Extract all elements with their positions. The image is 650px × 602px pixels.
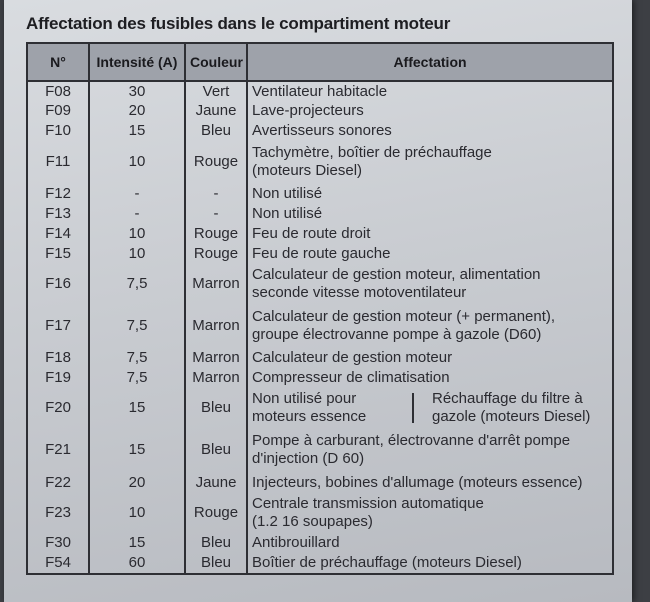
fuse-assignment: [247, 388, 613, 428]
fuse-assignment: Avertisseurs sonores: [247, 121, 613, 140]
fuse-number: F13: [27, 204, 89, 224]
fuse-number: F11: [27, 140, 89, 184]
fuse-number: F16: [27, 264, 89, 304]
fuse-assignment: Feu de route gauche: [247, 244, 613, 264]
table-row: [27, 493, 613, 533]
fuse-color: Rouge: [185, 244, 247, 264]
manual-page: [4, 0, 632, 602]
table-row: [27, 553, 613, 574]
fuse-intensity: 60: [89, 553, 185, 574]
fuse-color: Jaune: [185, 472, 247, 493]
table-row: [27, 368, 613, 388]
fuse-intensity: 7,5: [89, 264, 185, 304]
fuse-assignment: Pompe à carburant, électrovanne d'arrêt pompe d'injection (D 60): [247, 428, 613, 472]
table-row: [27, 184, 613, 204]
fuse-intensity: 20: [89, 472, 185, 493]
fuse-intensity: 10: [89, 244, 185, 264]
fuse-number: F08: [27, 81, 89, 101]
fuse-assignment: Non utilisé: [247, 204, 613, 224]
fuse-number: F15: [27, 244, 89, 264]
fuse-color: Bleu: [185, 533, 247, 553]
fuse-intensity: 10: [89, 140, 185, 184]
column-header-intensity: Intensité (A): [89, 43, 185, 81]
fuse-intensity: 15: [89, 533, 185, 553]
fuse-number: F54: [27, 553, 89, 574]
fuse-assignment: Ventilateur habitacle: [247, 81, 613, 101]
fuse-color: Rouge: [185, 493, 247, 533]
fuse-assignment: Antibrouillard: [247, 533, 613, 553]
fuse-color: -: [185, 204, 247, 224]
fuse-color: Bleu: [185, 428, 247, 472]
fuse-number: F20: [27, 388, 89, 428]
fuse-color: Marron: [185, 304, 247, 348]
fuse-assignment: Non utilisé: [247, 184, 613, 204]
table-row: [27, 204, 613, 224]
fuse-color: Vert: [185, 81, 247, 101]
fuse-table: [26, 42, 614, 575]
fuse-number: F21: [27, 428, 89, 472]
column-header-number: N°: [27, 43, 89, 81]
table-row: [27, 472, 613, 493]
fuse-assignment: Calculateur de gestion moteur, alimentation seconde vitesse motoventilateur: [247, 264, 613, 304]
fuse-intensity: 20: [89, 101, 185, 121]
fuse-color: Marron: [185, 348, 247, 368]
fuse-assignment-diesel: Réchauffage du filtre à gazole (moteurs Diesel): [432, 390, 591, 425]
fuse-table-body: [27, 81, 613, 574]
fuse-number: F17: [27, 304, 89, 348]
fuse-color: Rouge: [185, 224, 247, 244]
column-header-assignment: Affectation: [247, 43, 613, 81]
fuse-assignment: Injecteurs, bobines d'allumage (moteurs essence): [247, 472, 613, 493]
table-header-row: [27, 43, 613, 81]
fuse-assignment: Compresseur de climatisation: [247, 368, 613, 388]
table-row: [27, 348, 613, 368]
fuse-color: Bleu: [185, 553, 247, 574]
table-row: [27, 304, 613, 348]
fuse-intensity: 30: [89, 81, 185, 101]
table-row: [27, 224, 613, 244]
table-row: [27, 264, 613, 304]
fuse-intensity: 7,5: [89, 348, 185, 368]
fuse-assignment-petrol: Non utilisé pour moteurs essence: [252, 390, 367, 425]
fuse-color: -: [185, 184, 247, 204]
fuse-intensity: 15: [89, 428, 185, 472]
fuse-intensity: 15: [89, 121, 185, 140]
fuse-number: F23: [27, 493, 89, 533]
fuse-intensity: 10: [89, 493, 185, 533]
fuse-color: Jaune: [185, 101, 247, 121]
fuse-intensity: 10: [89, 224, 185, 244]
fuse-assignment: Calculateur de gestion moteur: [247, 348, 613, 368]
fuse-color: Bleu: [185, 121, 247, 140]
fuse-number: F12: [27, 184, 89, 204]
table-row: [27, 428, 613, 472]
fuse-assignment: Feu de route droit: [247, 224, 613, 244]
column-header-color: Couleur: [185, 43, 247, 81]
page-title: Affectation des fusibles dans le compartiment moteur: [26, 14, 451, 33]
fuse-color: Marron: [185, 368, 247, 388]
fuse-number: F19: [27, 368, 89, 388]
table-row: [27, 388, 613, 428]
fuse-intensity: 7,5: [89, 368, 185, 388]
fuse-intensity: -: [89, 204, 185, 224]
fuse-number: F09: [27, 101, 89, 121]
table-row: [27, 533, 613, 553]
table-row: [27, 121, 613, 140]
fuse-assignment: Centrale transmission automatique (1.2 16 soupapes): [247, 493, 613, 533]
table-row: [27, 101, 613, 121]
fuse-number: F14: [27, 224, 89, 244]
fuse-intensity: 7,5: [89, 304, 185, 348]
assignment-divider: [412, 393, 414, 423]
fuse-number: F22: [27, 472, 89, 493]
fuse-number: F30: [27, 533, 89, 553]
fuse-assignment: Calculateur de gestion moteur (+ permanent), groupe électrovanne pompe à gazole (D60): [247, 304, 613, 348]
fuse-color: Rouge: [185, 140, 247, 184]
fuse-number: F18: [27, 348, 89, 368]
fuse-intensity: -: [89, 184, 185, 204]
fuse-assignment-split: [252, 390, 608, 426]
fuse-color: Bleu: [185, 388, 247, 428]
fuse-color: Marron: [185, 264, 247, 304]
fuse-assignment: Tachymètre, boîtier de préchauffage (moteurs Diesel): [247, 140, 613, 184]
table-row: [27, 140, 613, 184]
fuse-assignment: Lave-projecteurs: [247, 101, 613, 121]
fuse-assignment: Boîtier de préchauffage (moteurs Diesel): [247, 553, 613, 574]
table-row: [27, 81, 613, 101]
fuse-intensity: 15: [89, 388, 185, 428]
table-row: [27, 244, 613, 264]
fuse-number: F10: [27, 121, 89, 140]
